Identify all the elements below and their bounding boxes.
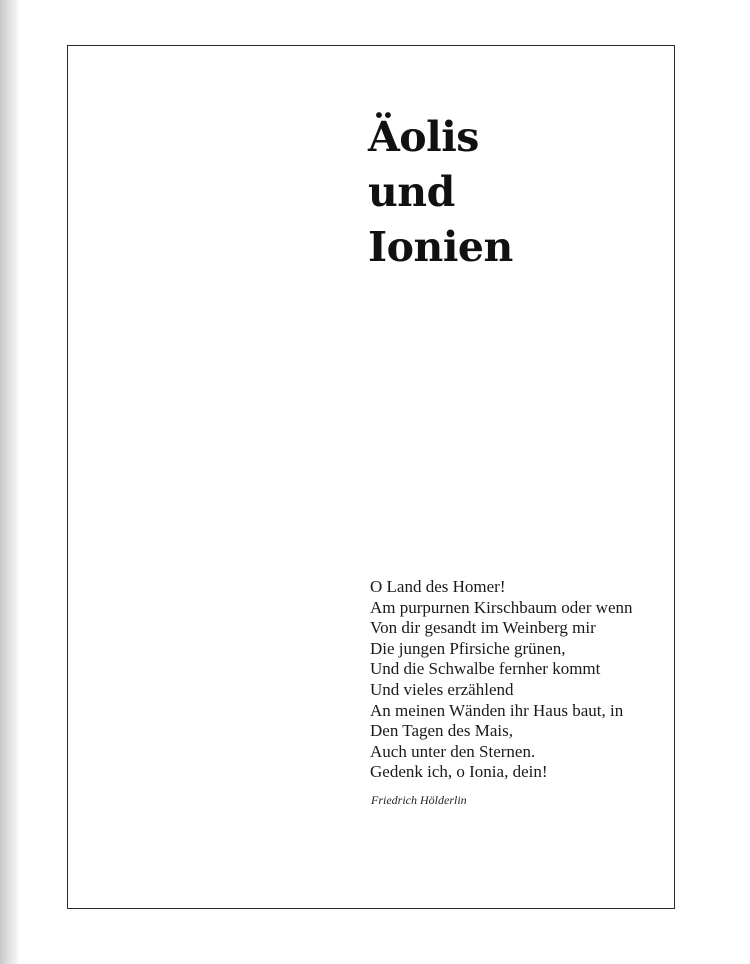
poem-line: Gedenk ich, o Ionia, dein! — [370, 762, 548, 782]
poem-line: Am purpurnen Kirschbaum oder wenn — [370, 597, 633, 617]
poem-line: Von dir gesandt im Weinberg mir — [370, 618, 596, 638]
page-binding-shadow — [0, 0, 20, 964]
poem-line: Die jungen Pfirsiche grünen, — [370, 638, 566, 658]
poem-text — [370, 577, 633, 783]
title-line-1: Äolis — [368, 113, 479, 161]
poem-line: Und vieles erzählend — [370, 679, 514, 699]
poem-line: O Land des Homer! — [370, 577, 506, 596]
poem-line: An meinen Wänden ihr Haus baut, in — [370, 700, 624, 720]
poem-line: Den Tagen des Mais, — [370, 721, 513, 741]
poem-line: Und die Schwalbe fernher kommt — [370, 659, 601, 679]
poem-line: Auch unter den Sternen. — [370, 741, 536, 761]
title-line-3: Ionien — [368, 223, 513, 271]
title-line-2: und — [368, 168, 455, 216]
page-title — [368, 110, 513, 275]
poem-author: Friedrich Hölderlin — [371, 793, 467, 807]
